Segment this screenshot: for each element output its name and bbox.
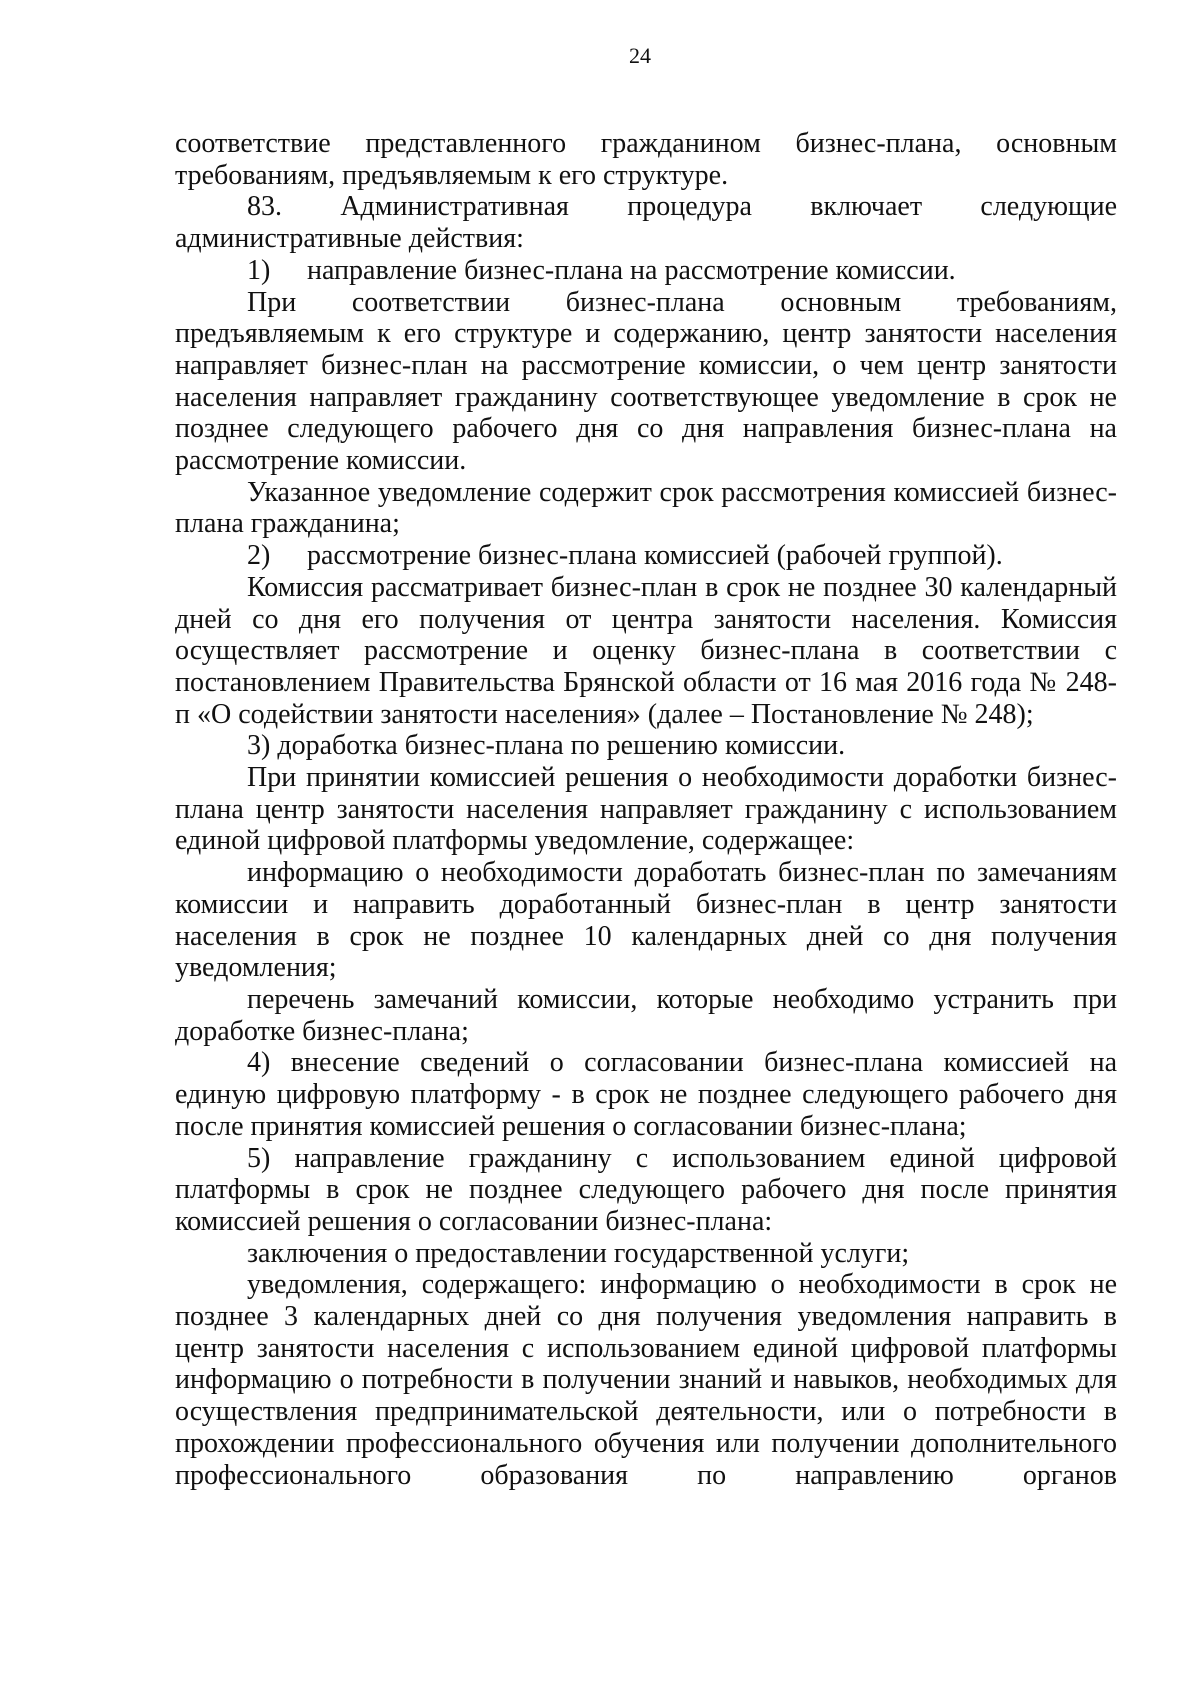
page-number: 24: [629, 43, 651, 68]
paragraph: заключения о предоставлении государственной услуги;: [247, 1237, 910, 1269]
paragraph: информацию о необходимости доработать бизнес-план по замечаниям комиссии и направить доработанный бизнес-план в центр занятости населения в срок не позднее 10 календарных дней со дня получения уведомления;: [175, 857, 1117, 984]
list-item-number: 2): [247, 540, 271, 572]
list-item-text: направление бизнес-плана на рассмотрение комиссии.: [307, 254, 956, 286]
list-item-text: рассмотрение бизнес-плана комиссией (рабочей группой).: [307, 540, 1003, 572]
document-body: [175, 128, 1117, 1491]
paragraph: При соответствии бизнес-плана основным требованиям, предъявляемым к его структуре и содержанию, центр занятости населения направляет бизнес-план на рассмотрение комиссии, о чем центр занятости населения направляет гражданину соответствующее уведомление в срок не позднее следующего рабочего дня со дня направления бизнес-плана на рассмотрение комиссии.: [175, 286, 1117, 477]
paragraph-continuation: соответствие представленного гражданином бизнес-плана, основным требованиям, предъявляемым к его структуре.: [175, 128, 1117, 191]
paragraph: При принятии комиссией решения о необходимости доработки бизнес-плана центр занятости населения направляет гражданину с использованием единой цифровой платформы уведомление, содержащее:: [175, 762, 1117, 857]
paragraph: уведомления, содержащего: информацию о необходимости в срок не позднее 3 календарных дней со дня получения уведомления направить в центр занятости населения с использованием единой цифровой платформы информацию о потребности в получении знаний и навыков, необходимых для осуществления предпринимательской деятельности, или о потребности в прохождении профессионального обучения или получении дополнительного профессионального образования по направлению органов: [175, 1269, 1117, 1491]
list-item-number: 1): [247, 254, 271, 286]
paragraph-83: 83. Административная процедура включает следующие административные действия:: [175, 191, 1117, 255]
paragraph-item-5: 5) направление гражданину с использованием единой цифровой платформы в срок не позднее следующего рабочего дня после принятия комиссией решения о согласовании бизнес-плана:: [175, 1142, 1117, 1237]
paragraph-item-4: 4) внесение сведений о согласовании бизнес-плана комиссией на единую цифровую платформу - в срок не позднее следующего рабочего дня после принятия комиссией решения о согласовании бизнес-плана;: [175, 1047, 1117, 1142]
paragraph: Комиссия рассматривает бизнес-план в срок не позднее 30 календарный дней со дня его получения от центра занятости населения. Комиссия осуществляет рассмотрение и оценку бизнес-плана в соответствии с постановлением Правительства Брянской области от 16 мая 2016 года № 248-п «О содействии занятости населения» (далее – Постановление № 248);: [175, 571, 1117, 730]
paragraph-item-3: 3) доработка бизнес-плана по решению комиссии.: [247, 730, 846, 762]
list-item-1: [175, 255, 1117, 287]
paragraph: перечень замечаний комиссии, которые необходимо устранить при доработке бизнес-плана;: [175, 983, 1117, 1047]
list-item-2: [175, 540, 1117, 572]
paragraph: Указанное уведомление содержит срок рассмотрения комиссией бизнес-плана гражданина;: [175, 476, 1117, 540]
